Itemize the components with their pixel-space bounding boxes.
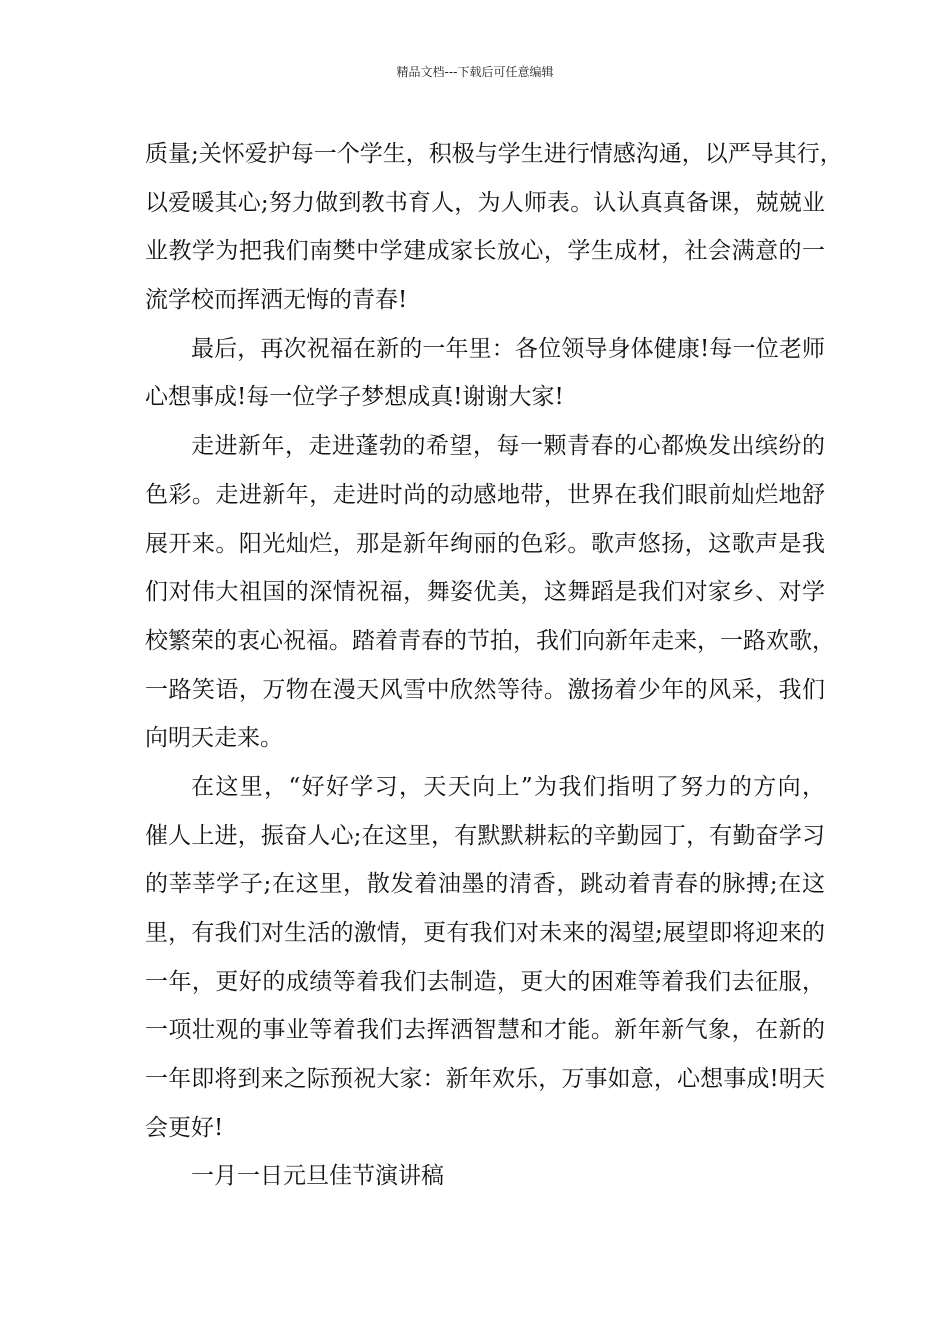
document-subtitle: 一月一日元旦佳节演讲稿 xyxy=(191,1163,444,1190)
body-text-line: 一年，更好的成绩等着我们去制造，更大的困难等着我们去征服， xyxy=(145,968,825,995)
body-text-line: 一年即将到来之际预祝大家：新年欢乐，万事如意，心想事成!明天 xyxy=(145,1066,825,1093)
body-text-line: 一项壮观的事业等着我们去挥洒智慧和才能。新年新气象，在新的 xyxy=(145,1017,825,1044)
body-text-line: 向明天走来。 xyxy=(145,725,283,752)
body-text-line: 业教学为把我们南樊中学建成家长放心，学生成材，社会满意的一 xyxy=(145,238,825,265)
body-text-line: 催人上进，振奋人心;在这里，有默默耕耘的辛勤园丁，有勤奋学习 xyxy=(145,822,825,849)
body-text-line: 流学校而挥洒无悔的青春! xyxy=(145,287,408,314)
body-text-line: 的莘莘学子;在这里，散发着油墨的清香，跳动着青春的脉搏;在这 xyxy=(145,871,825,898)
body-text-line: 们对伟大祖国的深情祝福，舞姿优美，这舞蹈是我们对家乡、对学 xyxy=(145,579,825,606)
body-text-line: 会更好! xyxy=(145,1114,224,1141)
document-body xyxy=(145,130,843,1201)
body-text-line: 一路笑语，万物在漫天风雪中欣然等待。激扬着少年的风采，我们 xyxy=(145,676,825,703)
body-text-line: 心想事成!每一位学子梦想成真!谢谢大家! xyxy=(145,384,564,411)
body-text-line: 最后，再次祝福在新的一年里：各位领导身体健康!每一位老师 xyxy=(191,335,825,362)
page-header: 精品文档---下载后可任意编辑 xyxy=(396,65,554,79)
body-text-line: 里，有我们对生活的激情，更有我们对未来的渴望;展望即将迎来的 xyxy=(145,920,825,946)
body-text-line: 在这里，“好好学习，天天向上”为我们指明了努力的方向， xyxy=(191,773,825,800)
body-text-line: 以爱暖其心;努力做到教书育人，为人师表。认认真真备课，兢兢业 xyxy=(145,189,825,216)
body-text-line: 展开来。阳光灿烂，那是新年绚丽的色彩。歌声悠扬，这歌声是我 xyxy=(145,530,825,557)
body-text-line: 走进新年，走进蓬勃的希望，每一颗青春的心都焕发出缤纷的 xyxy=(191,433,825,460)
body-text-line: 色彩。走进新年，走进时尚的动感地带，世界在我们眼前灿烂地舒 xyxy=(145,481,825,508)
body-text-line: 校繁荣的衷心祝福。踏着青春的节拍，我们向新年走来，一路欢歌， xyxy=(145,627,835,654)
body-text-line: 质量;关怀爱护每一个学生，积极与学生进行情感沟通，以严导其行， xyxy=(145,141,843,167)
